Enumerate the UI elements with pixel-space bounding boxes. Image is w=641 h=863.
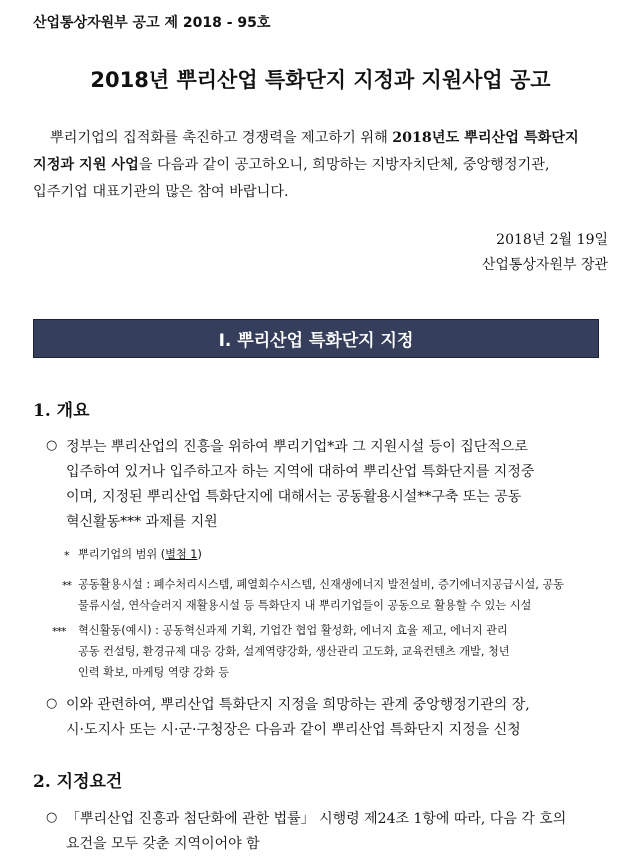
footnote-root-company-scope bbox=[78, 546, 202, 562]
intro-text: 을 다음과 같이 공고하오니, 희망하는 지방자치단체, 중앙행정기관, bbox=[138, 157, 550, 173]
footnote-marker: *** bbox=[52, 625, 66, 638]
notice-date: 2018년 2월 19일 bbox=[496, 232, 608, 248]
intro-text: 뿌리기업의 집적화를 촉진하고 경쟁력을 제고하기 위해 bbox=[50, 130, 393, 146]
footnote-text: ) bbox=[197, 548, 202, 561]
overview-bullet1-line: 이며, 지정된 뿌리산업 특화단지에 대해서는 공동활용시설**구축 또는 공동 bbox=[66, 489, 522, 505]
bullet-circle-icon: ○ bbox=[46, 438, 58, 453]
intro-line-1 bbox=[50, 127, 579, 147]
overview-bullet1-line: 입주하여 있거나 입주하고자 하는 지역에 대하여 뿌리산업 특화단지를 지정중 bbox=[66, 464, 535, 480]
footnote-innovation-line: 인력 확보, 마케팅 역량 강화 등 bbox=[78, 666, 230, 679]
footnote-marker: ** bbox=[62, 579, 71, 592]
bullet-circle-icon: ○ bbox=[46, 696, 58, 711]
intro-emphasis: 지정과 지원 사업 bbox=[33, 157, 139, 173]
footnote-innovation-line: 공동 컨설팅, 환경규제 대응 강화, 설계역량강화, 생산관리 고도화, 교육컨텐츠 개발, 청년 bbox=[78, 645, 510, 658]
overview-bullet1-line: 혁신활동*** 과제를 지원 bbox=[66, 514, 218, 530]
requirements-bullet1-line: 「뿌리산업 진흥과 첨단화에 관한 법률」 시행령 제24조 1항에 따라, 다음 각 호의 bbox=[66, 811, 567, 827]
overview-bullet2-line: 이와 관련하여, 뿌리산업 특화단지 지정을 희망하는 관계 중앙행정기관의 장, bbox=[66, 697, 530, 713]
overview-bullet2-line: 시·도지사 또는 시·군·구청장은 다음과 같이 뿌리산업 특화단지 지정을 신청 bbox=[66, 722, 521, 738]
intro-line-3: 입주기업 대표기관의 많은 참여 바랍니다. bbox=[33, 184, 289, 200]
minister-signature: 산업통상자원부 장관 bbox=[481, 257, 608, 273]
heading-overview: 1. 개요 bbox=[33, 401, 90, 421]
intro-emphasis: 2018년도 뿌리산업 특화단지 bbox=[392, 130, 579, 146]
overview-bullet1-line: 정부는 뿌리산업의 진흥을 위하여 뿌리기업*과 그 지원시설 등이 집단적으로 bbox=[66, 439, 528, 455]
section-title-bar bbox=[33, 319, 599, 358]
heading-requirements: 2. 지정요건 bbox=[33, 772, 123, 792]
bullet-circle-icon: ○ bbox=[46, 810, 58, 825]
attachment-link[interactable]: 별첨 1 bbox=[165, 548, 198, 561]
footnote-shared-facility-line: 공동활용시설 : 폐수처리시스템, 폐열회수시스템, 신재생에너지 발전설비, 증기에너지공급시설, 공동 bbox=[78, 578, 564, 591]
section-title: Ⅰ. 뿌리산업 특화단지 지정 bbox=[218, 331, 414, 351]
requirements-bullet1-line: 요건을 모두 갖춘 지역이어야 함 bbox=[66, 836, 260, 852]
intro-line-2 bbox=[33, 154, 549, 174]
footnote-text: 뿌리기업의 범위 ( bbox=[78, 548, 166, 561]
footnote-innovation-line: 혁신활동(예시) : 공동혁신과제 기획, 기업간 협업 활성화, 에너지 효율 제고, 에너지 관리 bbox=[78, 624, 508, 637]
footnote-marker: * bbox=[64, 549, 69, 562]
document-title: 2018년 뿌리산업 특화단지 지정과 지원사업 공고 bbox=[90, 68, 551, 92]
notice-number: 산업통상자원부 공고 제 2018 - 95호 bbox=[33, 15, 271, 31]
footnote-shared-facility-line: 물류시설, 연삭슬러지 재활용시설 등 특화단지 내 뿌리기업들이 공동으로 활용할 수 있는 시설 bbox=[78, 599, 532, 612]
